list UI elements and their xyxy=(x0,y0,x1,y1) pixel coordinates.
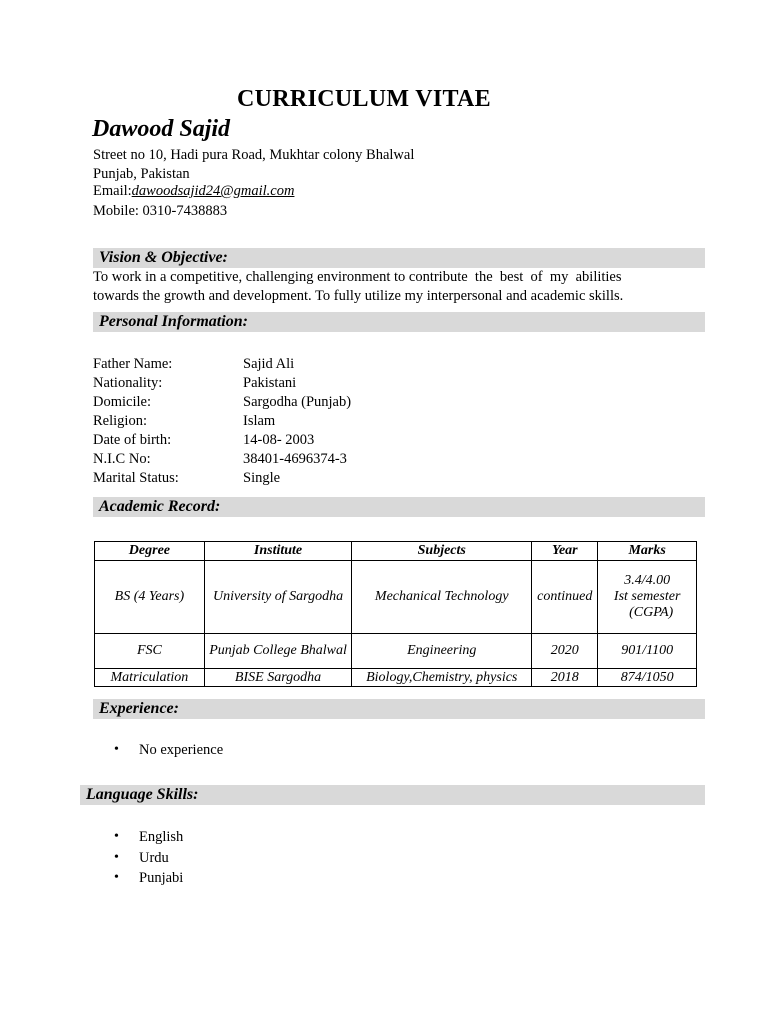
column-header-institute: Institute xyxy=(204,542,351,561)
bullet-icon: • xyxy=(114,742,119,757)
cell-subjects: Engineering xyxy=(352,634,532,669)
cell-year: 2020 xyxy=(532,634,598,669)
info-label: Nationality: xyxy=(93,375,163,391)
document-title: CURRICULUM VITAE xyxy=(237,86,491,112)
cell-subjects: Biology,Chemistry, physics xyxy=(352,669,532,687)
cell-institute: University of Sargodha xyxy=(204,561,351,634)
list-item xyxy=(114,848,183,869)
info-row-father-name xyxy=(93,355,593,374)
cell-degree: FSC xyxy=(95,634,205,669)
list-item-text: English xyxy=(139,829,184,845)
table-header-row xyxy=(95,542,697,561)
info-row-marital-status xyxy=(93,469,593,488)
cell-degree: Matriculation xyxy=(95,669,205,687)
info-value: Pakistani xyxy=(243,375,297,391)
info-value: 38401-4696374-3 xyxy=(243,451,347,467)
column-header-year: Year xyxy=(532,542,598,561)
info-value: 14-08- 2003 xyxy=(243,432,315,448)
email-line xyxy=(93,183,294,200)
address-line-2: Punjab, Pakistan xyxy=(93,166,190,182)
info-row-domicile xyxy=(93,393,593,412)
bullet-icon: • xyxy=(114,849,119,865)
cell-year: 2018 xyxy=(532,669,598,687)
info-row-nationality xyxy=(93,374,593,393)
info-label: Domicile: xyxy=(93,394,151,410)
email-link[interactable]: dawoodsajid24@gmail.com xyxy=(131,183,295,199)
personal-heading: Personal Information: xyxy=(99,313,248,330)
list-item-text: No experience xyxy=(139,742,224,758)
academic-section-header xyxy=(93,497,705,517)
table-row xyxy=(95,634,697,669)
academic-heading: Academic Record: xyxy=(99,498,221,515)
info-value: Single xyxy=(243,470,281,486)
info-label: Date of birth: xyxy=(93,432,172,448)
cell-marks xyxy=(598,561,697,634)
personal-section-header xyxy=(93,312,705,332)
email-label: Email: xyxy=(93,183,132,199)
cell-institute: Punjab College Bhalwal xyxy=(204,634,351,669)
info-value: Islam xyxy=(243,413,276,429)
table-row xyxy=(95,561,697,634)
cell-institute: BISE Sargodha xyxy=(204,669,351,687)
cell-marks: 901/1100 xyxy=(598,634,697,669)
list-item xyxy=(114,868,184,889)
column-header-degree: Degree xyxy=(95,542,205,561)
experience-heading: Experience: xyxy=(99,700,179,717)
marks-line: (CGPA) xyxy=(629,605,674,620)
info-row-religion xyxy=(93,412,593,431)
vision-text-line-1: To work in a competitive, challenging environment to contribute the best of my abilities xyxy=(93,269,622,285)
cell-degree: BS (4 Years) xyxy=(95,561,205,634)
info-label: N.I.C No: xyxy=(93,451,151,467)
bullet-icon: • xyxy=(114,870,119,885)
list-item-text: Punjabi xyxy=(139,870,184,886)
cell-subjects: Mechanical Technology xyxy=(352,561,532,634)
language-section-header xyxy=(80,785,705,805)
candidate-name: Dawood Sajid xyxy=(92,116,231,142)
bullet-icon: • xyxy=(114,829,119,844)
experience-list xyxy=(93,740,223,761)
table-row xyxy=(95,669,697,687)
vision-text-line-2: towards the growth and development. To fully utilize my interpersonal and academic skills. xyxy=(93,287,624,304)
mobile-line: Mobile: 0310-7438883 xyxy=(93,203,228,219)
language-list xyxy=(93,827,183,889)
info-label: Marital Status: xyxy=(93,470,179,486)
info-label: Religion: xyxy=(93,413,147,429)
marks-line: 3.4/4.00 xyxy=(624,573,671,588)
marks-line: Ist semester xyxy=(613,589,681,604)
list-item xyxy=(114,827,184,848)
vision-heading: Vision & Objective: xyxy=(99,249,228,266)
vision-text xyxy=(93,268,713,305)
address-line-1: Street no 10, Hadi pura Road, Mukhtar colony Bhalwal xyxy=(93,147,415,163)
list-item xyxy=(114,740,224,761)
vision-section-header xyxy=(93,248,705,268)
info-value: Sajid Ali xyxy=(243,356,295,372)
experience-section-header xyxy=(93,699,705,719)
cell-year: continued xyxy=(532,561,598,634)
info-label: Father Name: xyxy=(93,356,173,372)
column-header-marks: Marks xyxy=(598,542,697,561)
language-heading: Language Skills: xyxy=(86,786,199,803)
cell-marks: 874/1050 xyxy=(598,669,697,687)
info-row-nic xyxy=(93,450,593,469)
info-row-date-of-birth xyxy=(93,431,593,450)
academic-table xyxy=(94,541,697,687)
list-item-text: Urdu xyxy=(139,849,169,866)
column-header-subjects: Subjects xyxy=(352,542,532,561)
info-value: Sargodha (Punjab) xyxy=(243,394,352,410)
